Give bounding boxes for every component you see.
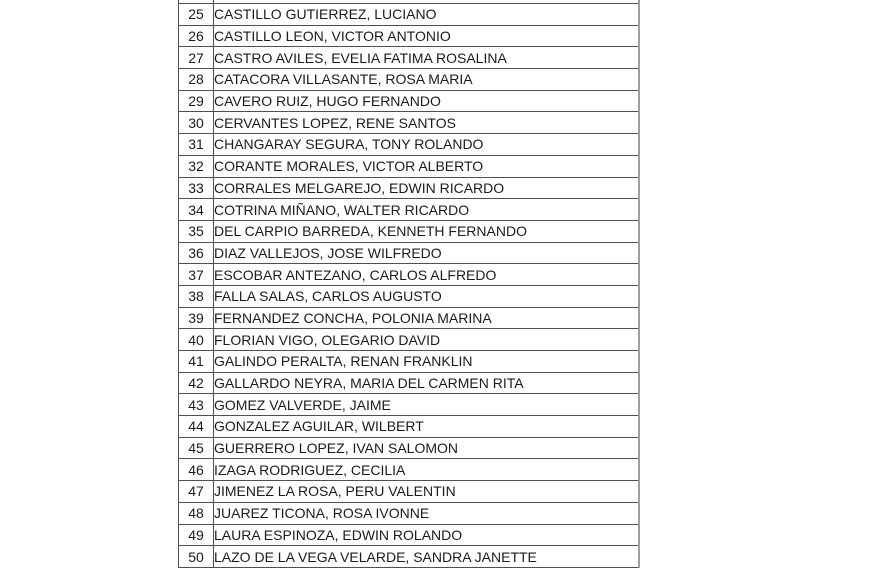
table-row xyxy=(179,502,640,524)
row-number: 50 xyxy=(179,546,214,568)
row-name: CASTILLO LEON, VICTOR ANTONIO xyxy=(214,25,640,47)
row-name: DIAZ VALLEJOS, JOSE WILFREDO xyxy=(214,242,640,264)
table-row xyxy=(179,264,640,286)
row-name: LAZO DE LA VEGA VELARDE, SANDRA JANETTE xyxy=(214,546,640,568)
table-row xyxy=(179,242,640,264)
row-name: CASTILLO GUTIERREZ, LUCIANO xyxy=(214,4,640,26)
row-name: FALLA SALAS, CARLOS AUGUSTO xyxy=(214,285,640,307)
table-row xyxy=(179,220,640,242)
table-row xyxy=(179,372,640,394)
table-row xyxy=(179,481,640,503)
roster-body xyxy=(179,0,640,567)
row-name: CORRALES MELGAREJO, EDWIN RICARDO xyxy=(214,177,640,199)
row-name: FERNANDEZ CONCHA, POLONIA MARINA xyxy=(214,307,640,329)
row-name: GALLARDO NEYRA, MARIA DEL CARMEN RITA xyxy=(214,372,640,394)
row-number: 35 xyxy=(179,220,214,242)
roster-table-container xyxy=(178,0,640,568)
row-name: GOMEZ VALVERDE, JAIME xyxy=(214,394,640,416)
row-number: 39 xyxy=(179,307,214,329)
row-name: LAURA ESPINOZA, EDWIN ROLANDO xyxy=(214,524,640,546)
row-number: 36 xyxy=(179,242,214,264)
row-number: 32 xyxy=(179,155,214,177)
row-number: 34 xyxy=(179,199,214,221)
table-row xyxy=(179,199,640,221)
row-number: 43 xyxy=(179,394,214,416)
row-name: CORANTE MORALES, VICTOR ALBERTO xyxy=(214,155,640,177)
table-row xyxy=(179,134,640,156)
row-number: 26 xyxy=(179,25,214,47)
table-row xyxy=(179,155,640,177)
table-row xyxy=(179,329,640,351)
table-row xyxy=(179,4,640,26)
row-number: 31 xyxy=(179,134,214,156)
table-row xyxy=(179,546,640,568)
row-name: GUERRERO LOPEZ, IVAN SALOMON xyxy=(214,437,640,459)
row-number: 30 xyxy=(179,112,214,134)
row-number: 42 xyxy=(179,372,214,394)
table-row xyxy=(179,416,640,438)
row-number: 29 xyxy=(179,90,214,112)
row-number: 44 xyxy=(179,416,214,438)
table-row xyxy=(179,351,640,373)
row-number: 40 xyxy=(179,329,214,351)
table-row xyxy=(179,47,640,69)
row-number: 45 xyxy=(179,437,214,459)
row-name: IZAGA RODRIGUEZ, CECILIA xyxy=(214,459,640,481)
row-name: COTRINA MIÑANO, WALTER RICARDO xyxy=(214,199,640,221)
row-name: FLORIAN VIGO, OLEGARIO DAVID xyxy=(214,329,640,351)
table-row xyxy=(179,25,640,47)
row-name: CHANGARAY SEGURA, TONY ROLANDO xyxy=(214,134,640,156)
table-row xyxy=(179,524,640,546)
table-row xyxy=(179,394,640,416)
row-number: 47 xyxy=(179,481,214,503)
table-row xyxy=(179,90,640,112)
table-row xyxy=(179,437,640,459)
row-name: JUAREZ TICONA, ROSA IVONNE xyxy=(214,502,640,524)
row-name: GONZALEZ AGUILAR, WILBERT xyxy=(214,416,640,438)
table-row xyxy=(179,69,640,91)
row-number: 49 xyxy=(179,524,214,546)
row-name: GALINDO PERALTA, RENAN FRANKLIN xyxy=(214,351,640,373)
table-row xyxy=(179,307,640,329)
row-name: CASTRO AVILES, EVELIA FATIMA ROSALINA xyxy=(214,47,640,69)
table-row xyxy=(179,459,640,481)
row-number: 33 xyxy=(179,177,214,199)
table-row xyxy=(179,112,640,134)
row-name: CERVANTES LOPEZ, RENE SANTOS xyxy=(214,112,640,134)
table-row xyxy=(179,285,640,307)
row-number: 38 xyxy=(179,285,214,307)
row-number: 25 xyxy=(179,4,214,26)
roster-table xyxy=(178,0,640,568)
row-number: 28 xyxy=(179,69,214,91)
row-number: 27 xyxy=(179,47,214,69)
row-name: CAVERO RUIZ, HUGO FERNANDO xyxy=(214,90,640,112)
table-row xyxy=(179,177,640,199)
row-name: JIMENEZ LA ROSA, PERU VALENTIN xyxy=(214,481,640,503)
row-name: ESCOBAR ANTEZANO, CARLOS ALFREDO xyxy=(214,264,640,286)
row-number: 46 xyxy=(179,459,214,481)
row-name: CATACORA VILLASANTE, ROSA MARIA xyxy=(214,69,640,91)
row-name: DEL CARPIO BARREDA, KENNETH FERNANDO xyxy=(214,220,640,242)
row-number: 41 xyxy=(179,351,214,373)
row-number: 48 xyxy=(179,502,214,524)
row-number: 37 xyxy=(179,264,214,286)
